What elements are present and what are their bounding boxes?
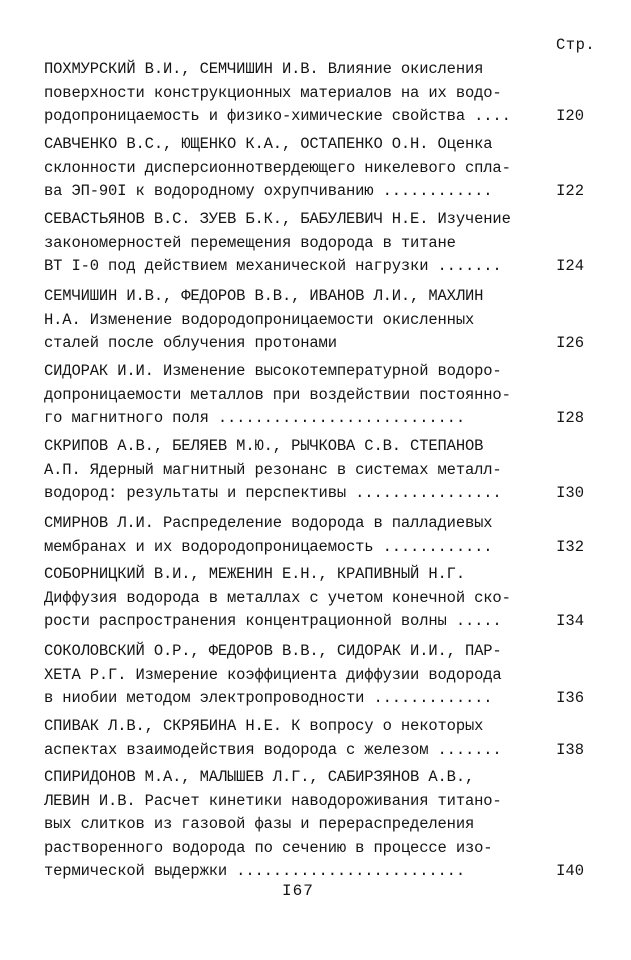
- toc-entry-line: го магнитного поля ...........................: [44, 409, 465, 427]
- toc-entry-line: ЛЕВИН И.В. Расчет кинетики наводороживания титано-: [44, 791, 502, 810]
- toc-entry: [44, 640, 584, 711]
- toc-entry-line: рости распространения концентрационной волны .....: [44, 612, 502, 630]
- toc-entry-line: ва ЭП-90I к водородному охрупчиванию ............: [44, 182, 493, 200]
- toc-entry-page-number: I30: [556, 484, 584, 502]
- toc-entry: [44, 58, 584, 129]
- toc-entry-line: СПИВАК Л.В., СКРЯБИНА Н.Е. К вопросу о некоторых: [44, 717, 484, 735]
- toc-entry-line: СМИРНОВ Л.И. Распределение водорода в палладиевых: [44, 514, 493, 532]
- toc-entry-line: СПИРИДОНОВ М.А., МАЛЫШЕВ Л.Г., САБИРЗЯНОВ А.В.,: [44, 768, 475, 786]
- toc-entry-page-number: I26: [556, 334, 584, 352]
- toc-entry-line: СИДОРАК И.И. Изменение высокотемпературной водоро-: [44, 362, 502, 380]
- toc-entry-line: термической выдержки .........................: [44, 862, 465, 880]
- toc-entry-page-number: I38: [556, 740, 584, 759]
- toc-entry-line: Н.А. Изменение водородопроницаемости окисленных: [44, 310, 475, 329]
- toc-entry-line: вых слитков из газовой фазы и перераспределения: [44, 815, 475, 833]
- toc-entry-line: Диффузия водорода в металлах с учетом конечной ско-: [44, 588, 511, 607]
- toc-entry-line: ПОХМУРСКИЙ В.И., СЕМЧИШИН И.В. Влияние окисления: [44, 60, 484, 78]
- toc-entry-line: склонности дисперсионнотвердеющего никелевого спла-: [44, 158, 511, 177]
- toc-entry-page-number: I24: [556, 257, 584, 275]
- toc-entry-line: водород: результаты и перспективы ................: [44, 484, 502, 502]
- toc-entry-line: СКРИПОВ А.В., БЕЛЯЕВ М.Ю., РЫЧКОВА С.В. СТЕПАНОВ: [44, 437, 484, 455]
- toc-entry-page-number: I36: [556, 689, 584, 707]
- toc-entry: [44, 285, 584, 356]
- page-number: I67: [282, 882, 314, 900]
- toc-entry-line: аспектах взаимодействия водорода с железом .......: [44, 740, 502, 759]
- page-column-header: Стр.: [556, 36, 596, 54]
- toc-entry-line: в ниобии методом электропроводности .............: [44, 689, 493, 707]
- toc-entry-line: СОКОЛОВСКИЙ О.Р., ФЕДОРОВ В.В., СИДОРАК И.И., ПАР-: [44, 642, 502, 660]
- toc-entry-line: сталей после облучения протонами: [44, 334, 337, 352]
- toc-entry-page-number: I40: [556, 862, 584, 880]
- toc-entry-line: допроницаемости металлов при воздействии постоянно-: [44, 385, 511, 404]
- toc-entry-line: мембранах и их водородопроницаемость ............: [44, 537, 493, 556]
- toc-entry-page-number: I20: [556, 107, 584, 125]
- toc-entry-line: ВТ I-0 под действием механической нагрузки .......: [44, 257, 502, 275]
- toc-entry-line: закономерностей перемещения водорода в титане: [44, 233, 456, 252]
- toc-entry-page-number: I32: [556, 537, 584, 556]
- toc-entry-line: А.П. Ядерный магнитный резонанс в системах металл-: [44, 460, 502, 479]
- toc-entry-line: родопроницаемость и физико-химические свойства ....: [44, 107, 511, 125]
- toc-entry: [44, 133, 584, 204]
- toc-entry: [44, 715, 584, 762]
- toc-entry: [44, 766, 584, 884]
- toc-entry: [44, 512, 584, 559]
- toc-entry-line: САВЧЕНКО В.С., ЮЩЕНКО К.А., ОСТАПЕНКО О.Н. Оценка: [44, 135, 493, 153]
- toc-entry-line: СОБОРНИЦКИЙ В.И., МЕЖЕНИН Е.Н., КРАПИВНЫЙ Н.Г.: [44, 565, 465, 583]
- toc-entry-line: поверхности конструкционных материалов на их водо-: [44, 83, 502, 102]
- toc-entry: [44, 563, 584, 634]
- toc-entry-page-number: I28: [556, 409, 584, 427]
- toc-entry: [44, 360, 584, 431]
- toc-entry-page-number: I22: [556, 182, 584, 200]
- toc-entry: [44, 435, 584, 506]
- toc-entry: [44, 208, 584, 279]
- toc-entry-line: СЕВАСТЬЯНОВ В.С. ЗУЕВ Б.К., БАБУЛЕВИЧ Н.Е. Изучение: [44, 210, 511, 228]
- toc-entry-line: ХЕТА Р.Г. Измерение коэффициента диффузии водорода: [44, 665, 502, 684]
- toc-entry-line: СЕМЧИШИН И.В., ФЕДОРОВ В.В., ИВАНОВ Л.И., МАХЛИН: [44, 287, 484, 305]
- toc-entry-line: растворенного водорода по сечению в процессе изо-: [44, 838, 493, 857]
- toc-entry-page-number: I34: [556, 612, 584, 630]
